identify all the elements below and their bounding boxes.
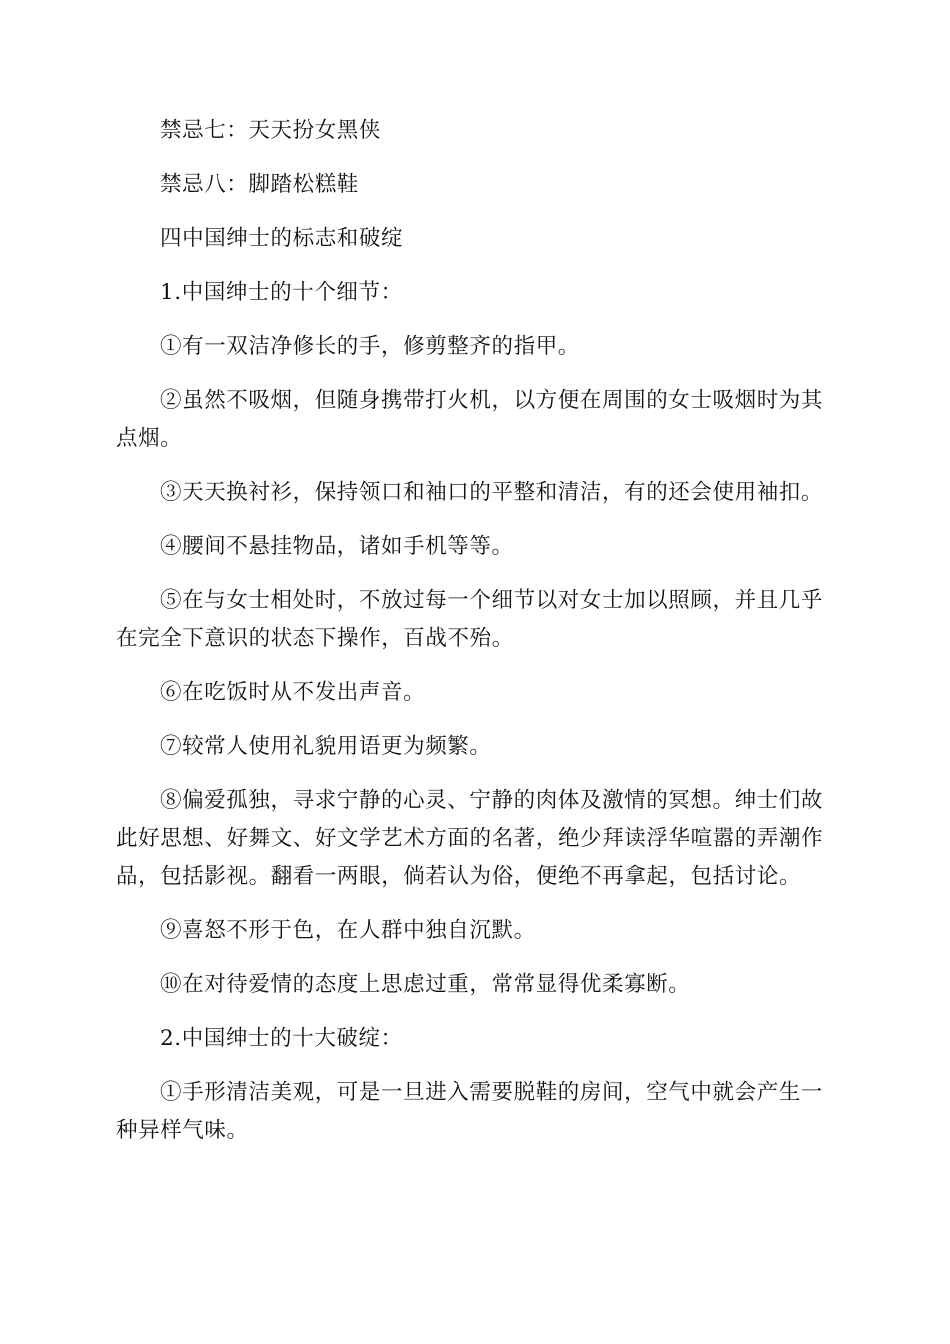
taboo-eight-line: 禁忌八：脚踏松糕鞋: [160, 172, 359, 197]
detail-item-5: ⑤在与女士相处时，不放过每一个细节以对女士加以照顾，并且几乎在完全下意识的状态下操作，百战不殆。: [116, 588, 824, 651]
detail-item-9: ⑨喜怒不形于色，在人群中独自沉默。: [160, 918, 536, 943]
detail-item-3: ③天天换衬衫，保持领口和袖口的平整和清洁，有的还会使用袖扣。: [160, 480, 824, 505]
detail-item-10: ⑩在对待爱情的态度上思虑过重，常常显得优柔寡断。: [160, 972, 691, 997]
flaw-item-1: ①手形清洁美观，可是一旦进入需要脱鞋的房间，空气中就会产生一种异样气味。: [116, 1080, 824, 1143]
subsection-heading-details: 1.中国绅士的十个细节：: [160, 280, 403, 305]
detail-item-7: ⑦较常人使用礼貌用语更为频繁。: [160, 734, 492, 759]
document-body: [116, 112, 832, 1166]
detail-item-1: ①有一双洁净修长的手，修剪整齐的指甲。: [160, 334, 580, 359]
detail-item-4: ④腰间不悬挂物品，诸如手机等等。: [160, 534, 514, 559]
detail-item-8: ⑧偏爱孤独，寻求宁静的心灵、宁静的肉体及激情的冥想。绅士们故此好思想、好舞文、好文学艺术方面的名著，绝少拜读浮华喧嚣的弄潮作品，包括影视。翻看一两眼，倘若认为俗，便绝不再拿起，包括讨论。: [116, 788, 824, 889]
subsection-heading-flaws: 2.中国绅士的十大破绽：: [160, 1026, 403, 1051]
taboo-seven-line: 禁忌七：天天扮女黑侠: [160, 118, 382, 143]
detail-item-6: ⑥在吃饭时从不发出声音。: [160, 680, 426, 705]
detail-item-2: ②虽然不吸烟，但随身携带打火机，以方便在周围的女士吸烟时为其点烟。: [116, 388, 824, 451]
section-heading: 四中国绅士的标志和破绽: [160, 226, 404, 251]
